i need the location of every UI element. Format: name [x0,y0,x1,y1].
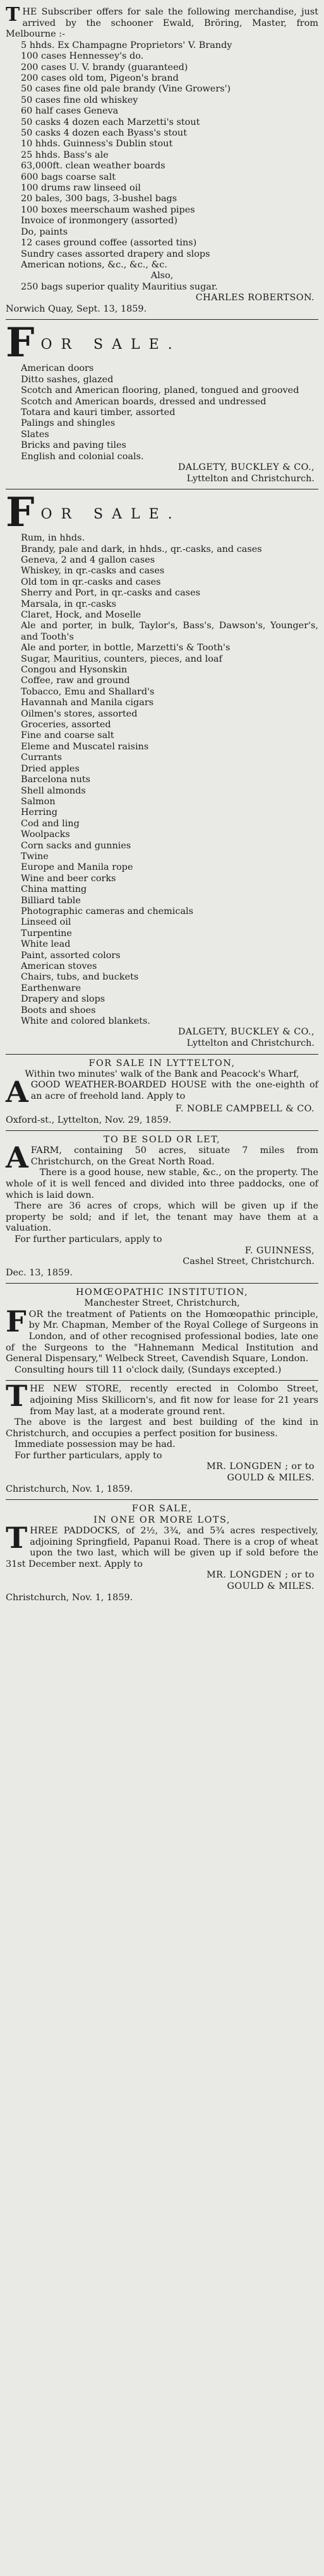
ad-paragraph: There are 36 acres of crops, which will be given up if the property be sold; and if let, the tenant may have them at a valuation. [6,1201,318,1234]
ad-heading: HOMŒOPATHIC INSTITUTION, [75,1287,249,1298]
list-item: Earthenware [21,983,81,993]
list-item: 5 hhds. Ex Champagne Proprietors' V. Brandy [21,40,232,50]
goods-list [6,363,318,462]
for-sale-heading: FOR SALE. [6,489,181,537]
list-item: 100 boxes meerschaum washed pipes [21,204,195,215]
ad-body: OR the treatment of Patients on the Homœopathic principle, by Mr. Chapman, Member of the Royal College of Surgeons in London, and of other recognised professional bodies, late one of the Surgeons to the "Hahnemann Medical Institution and General Dispensary," Welbeck Street, Cavendish Square, London. [6,1309,318,1364]
list-item: Ditto sashes, glazed [21,374,114,385]
list-item: Scotch and American boards, dressed and undressed [21,396,267,407]
list-item: Wine and beer corks [21,873,116,884]
dropcap: A [6,1075,28,1109]
also-item: 250 bags superior quality Mauritius sugar. [21,281,218,292]
list-item: Billiard table [21,895,81,906]
ad-intro: HE Subscriber offers for sale the following merchandise, just arrived by the schooner Ewald, Bröring, Master, from Melbourne :- [6,7,318,40]
list-item: 200 cases old tom, Pigeon's brand [21,73,179,83]
ad-three-paddocks [6,1500,318,1608]
list-item: Rum, in hhds. [21,533,85,544]
list-item: 200 cases U. V. brandy (guaranteed) [21,62,188,73]
dateline: Norwich Quay, Sept. 13, 1859. [6,303,147,314]
list-item: 50 cases fine old pale brandy (Vine Growers') [21,84,231,95]
list-item: Ale and porter, in bottle, Marzetti's & Tooth's [21,643,231,653]
ad-body: HREE PADDOCKS, of 2½, 3¾, and 5¾ acres respectively, adjoining Springfield, Papanui Road. There is a crop of wheat upon the two last, which will be given up if sold before the 31st December next. Apply to [6,1526,318,1569]
ad-paragraph: There is a good house, new stable, &c., on the property. The whole of it is well fenced and divided into three paddocks, one of which is laid down. [6,1168,318,1200]
list-item: Havannah and Manila cigars [21,698,154,708]
ad-for-sale-timber [6,320,318,489]
list-item: Bricks and paving tiles [21,440,126,451]
list-item: 100 drums raw linseed oil [21,183,141,194]
list-item: Turpentine [21,928,72,939]
list-item: Old tom in qr.-casks and cases [21,577,161,587]
list-item: China matting [21,884,87,895]
list-item: Totara and kauri timber, assorted [21,407,176,418]
dateline: Christchurch, Nov. 1, 1859. [6,1484,133,1494]
list-item: Palings and shingles [21,418,116,429]
list-item: 60 half cases Geneva [21,106,119,117]
signature: DALGETY, BUCKLEY & CO., [177,462,315,472]
list-item: American stoves [21,961,97,971]
signature: GOULD & MILES. [227,1473,315,1484]
dropcap: T [6,1379,28,1414]
list-item: 63,000ft. clean weather boards [21,161,165,172]
ad-body: HE NEW STORE, recently erected in Colombo Street, adjoining Miss Skillicorn's, and fit now for lease for 21 years from May last, at a moderate ground rent. [30,1384,318,1417]
signature-address: Lyttelton and Christchurch. [186,473,315,484]
ad-subscriber-merchandise [6,4,318,320]
list-item: Herring [21,807,57,818]
list-item: 12 cases ground coffee (assorted tins) [21,238,197,249]
list-item: Linseed oil [21,917,71,928]
signature: CHARLES ROBERTSON. [195,293,315,303]
list-item: Sundry cases assorted drapery and slops [21,249,210,259]
list-item: Dried apples [21,763,80,774]
list-item: Geneva, 2 and 4 gallon cases [21,554,155,565]
list-item: Currants [21,752,63,763]
list-item: 25 hhds. Bass's ale [21,149,109,160]
list-item: 600 bags coarse salt [21,172,116,182]
ad-farm-sale [6,1131,318,1284]
list-item: White lead [21,939,71,950]
list-item: Slates [21,429,49,440]
list-item: Tobacco, Emu and Shallard's [21,686,155,697]
dateline: Dec. 13, 1859. [6,1267,73,1278]
list-item: Eleme and Muscatel raisins [21,741,149,752]
ad-body: FARM, containing 50 acres, situate 7 miles from Christchurch, on the Great North Road. [30,1145,318,1167]
list-item: Shell almonds [21,785,86,796]
ad-body: GOOD WEATHER-BOARDED HOUSE with the one-eighth of an acre of freehold land. Apply to [30,1080,318,1101]
ad-subheading: IN ONE OR MORE LOTS, [93,1515,231,1526]
list-item: Drapery and slops [21,994,105,1005]
dropcap: F [6,1304,27,1338]
ad-subheading: Manchester Street, Christchurch, [84,1298,240,1309]
dropcap: T [6,1521,28,1555]
signature: DALGETY, BUCKLEY & CO., [177,1027,315,1038]
list-item: Claret, Hock, and Moselle [21,610,141,620]
list-item: 20 bales, 300 bags, 3-bushel bags [21,194,177,204]
ad-new-store [6,1381,318,1500]
list-item: Brandy, pale and dark, in hhds., qr.-casks, and cases [21,544,262,554]
list-item: Coffee, raw and ground [21,676,130,686]
ad-heading: FOR SALE, [131,1504,193,1514]
ad-paragraph: For further particulars, apply to [15,1234,162,1244]
list-item: Paint, assorted colors [21,950,121,961]
list-item: Invoice of ironmongery (assorted) [21,216,177,226]
list-item: White and colored blankets. [21,1016,150,1027]
list-item: Chairs, tubs, and buckets [21,972,139,983]
merchandise-list [6,40,318,271]
also-label: Also, [150,271,174,281]
list-item: Congou and Hysonskin [21,665,128,676]
signature: F. GUINNESS, [244,1245,315,1256]
ad-house-lyttelton [6,1055,318,1132]
signature: MR. LONGDEN ; or to [207,1570,315,1581]
list-item: Salmon [21,796,56,807]
list-item: Fine and coarse salt [21,730,114,741]
list-item: Marsala, in qr.-casks [21,599,117,609]
dropcap: A [6,1140,28,1175]
list-item: Europe and Manila rope [21,862,133,873]
signature: GOULD & MILES. [227,1581,315,1592]
ad-for-sale-provisions [6,489,318,1054]
ad-heading: FOR SALE IN LYTTELTON, [88,1058,236,1068]
for-sale-heading: FOR SALE. [6,319,181,367]
ad-paragraph: Consulting hours till 11 o'clock daily, (Sundays excepted.) [15,1364,282,1375]
signature: MR. LONGDEN ; or to [207,1461,315,1472]
ad-paragraph: The above is the largest and best building of the kind in Christchurch, and occupies a perfect position for business. [6,1417,318,1439]
ad-paragraph: For further particulars, apply to [15,1450,162,1461]
list-item: Boots and shoes [21,1005,96,1016]
list-item: Cod and ling [21,818,80,829]
goods-list [6,533,318,1027]
dropcap: T [6,4,20,26]
dateline: Christchurch, Nov. 1, 1859. [6,1592,133,1603]
list-item: Groceries, assorted [21,720,111,730]
ad-homoeopathic-institution [6,1284,318,1381]
list-item: English and colonial coals. [21,451,144,462]
list-item: Scotch and American flooring, planed, tongued and grooved [21,385,299,396]
list-item: Oilmen's stores, assorted [21,708,138,719]
list-item: Barcelona nuts [21,775,91,785]
list-item: 100 cases Hennessey's do. [21,51,144,62]
list-item: Ale and porter, in bulk, Taylor's, Bass's, Dawson's, Younger's, and Tooth's [21,621,318,642]
list-item: Woolpacks [21,829,70,840]
dateline: Oxford-st., Lyttelton, Nov. 29, 1859. [6,1115,172,1125]
ad-paragraph: Immediate possession may be had. [15,1439,176,1450]
list-item: 50 casks 4 dozen each Marzetti's stout [21,117,200,127]
list-item: Sherry and Port, in qr.-casks and cases [21,588,200,599]
list-item: Twine [21,851,49,862]
signature-address: Lyttelton and Christchurch. [186,1038,315,1049]
list-item: American notions, &c., &c., &c. [21,259,167,270]
signature-address: Cashel Street, Christchurch. [183,1256,315,1267]
list-item: Corn sacks and gunnies [21,840,131,851]
list-item: Photographic cameras and chemicals [21,906,194,916]
list-item: 50 casks 4 dozen each Byass's stout [21,128,187,139]
list-item: 50 cases fine old whiskey [21,95,138,105]
ad-heading: TO BE SOLD OR LET, [103,1135,221,1145]
list-item: Do, paints [21,226,68,237]
signature: F. NOBLE CAMPBELL & CO. [175,1104,315,1115]
list-item: Sugar, Mauritius, counters, pieces, and loaf [21,653,222,664]
list-item: 10 hhds. Guinness's Dublin stout [21,139,173,149]
list-item: American doors [21,363,94,374]
list-item: Whiskey, in qr.-casks and cases [21,566,165,577]
ad-subheading: Within two minutes' walk of the Bank and Peacock's Wharf, [25,1068,299,1079]
